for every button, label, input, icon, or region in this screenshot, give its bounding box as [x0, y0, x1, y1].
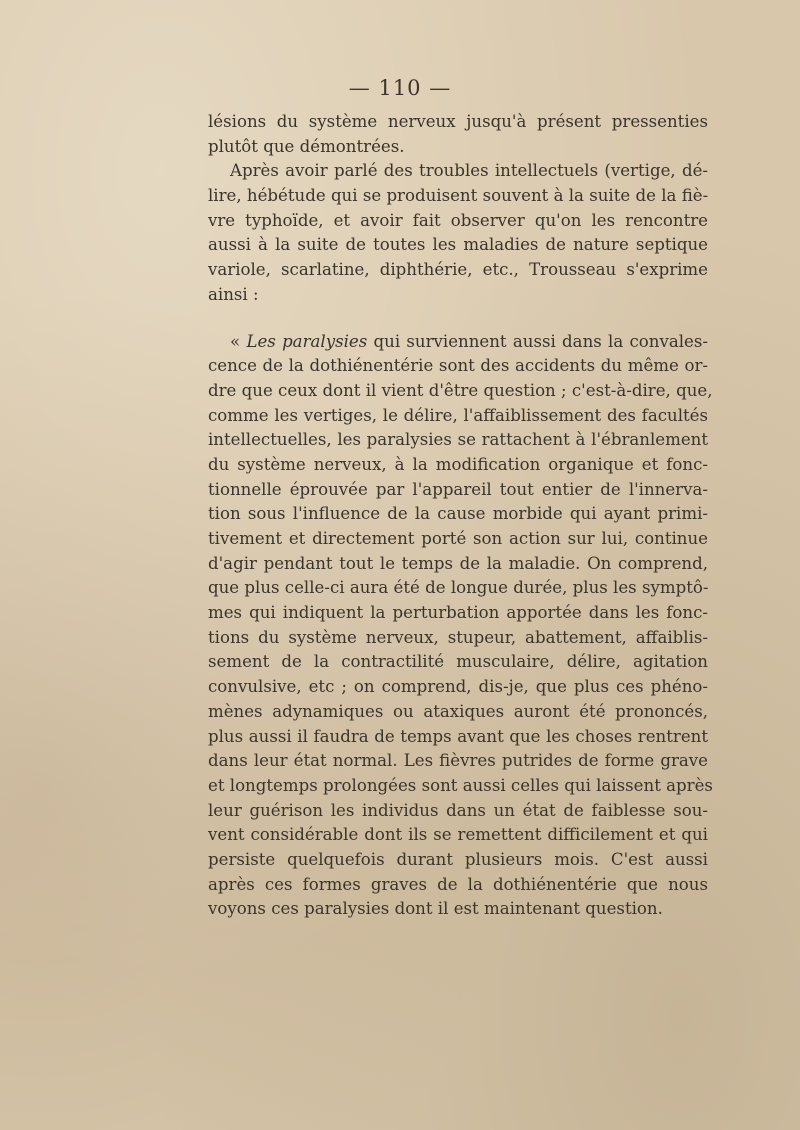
text-line: sement de la contractilité musculaire, délire, agitation [208, 652, 708, 672]
text-line: variole, scarlatine, diphthérie, etc., Trousseau s'exprime [208, 260, 708, 280]
text-line: intellectuelles, les paralysies se rattachent à l'ébranlement [208, 430, 708, 450]
text-line: mènes adynamiques ou ataxiques auront été prononcés, [208, 701, 708, 721]
text-line: Après avoir parlé des troubles intellectuels (vertige, dé- [230, 161, 708, 181]
text-line: convulsive, etc ; on comprend, dis-je, que plus ces phéno- [208, 677, 708, 697]
text-line: voyons ces paralysies dont il est maintenant question. [208, 899, 663, 919]
text-line: tionnelle éprouvée par l'appareil tout entier de l'innerva- [208, 479, 708, 499]
quote-first-line-rest: qui surviennent aussi dans la convales- [367, 331, 709, 351]
quote-open-mark: « [230, 331, 247, 351]
paragraph-gap [208, 308, 708, 330]
text-line: après ces formes graves de la dothiénentérie que nous [208, 874, 708, 894]
text-line: cence de la dothiénentérie sont des accidents du même or- [208, 356, 708, 376]
paragraph-2 [208, 159, 708, 307]
quote-first-line [208, 330, 708, 355]
quote-paragraph [208, 330, 713, 923]
text-line: mes qui indiquent la perturbation apportée dans les fonc- [208, 603, 708, 623]
text-line: tivement et directement porté son action sur lui, continue [208, 529, 708, 548]
text-line: et longtemps prolongées sont aussi celles qui laissent après [208, 775, 713, 795]
text-line: vent considérable dont ils se remettent difficilement et qui [208, 825, 708, 845]
body-text [208, 110, 713, 922]
text-line: plus aussi il faudra de temps avant que les choses rentrent [208, 726, 708, 746]
text-line: du système nerveux, à la modification organique et fonc- [208, 454, 708, 474]
paragraph-1 [208, 110, 708, 159]
text-line: dans leur état normal. Les fièvres putrides de forme grave [208, 751, 708, 771]
text-line: persiste quelquefois durant plusieurs mois. C'est aussi [208, 849, 708, 869]
text-line: tions du système nerveux, stupeur, abattement, affaiblis- [208, 627, 708, 647]
text-line: ainsi : [208, 284, 259, 304]
text-line: comme les vertiges, le délire, l'affaiblissement des facultés [208, 405, 708, 425]
text-line: lire, hébétude qui se produisent souvent à la suite de la fiè- [208, 186, 709, 206]
page-number: — 110 — [348, 76, 452, 100]
text-line: que plus celle-ci aura été de longue durée, plus les symptô- [208, 578, 709, 598]
text-line: plutôt que démontrées. [208, 136, 405, 156]
text-line: d'agir pendant tout le temps de la maladie. On comprend, [208, 553, 708, 573]
italic-term: Les paralysies [246, 331, 368, 351]
text-line: tion sous l'influence de la cause morbide qui ayant primi- [208, 504, 708, 524]
text-line: leur guérison les individus dans un état de faiblesse sou- [208, 800, 708, 820]
text-line: vre typhoïde, et avoir fait observer qu'on les rencontre [208, 210, 708, 230]
text-line: aussi à la suite de toutes les maladies de nature septique [208, 235, 708, 255]
text-line: lésions du système nerveux jusqu'à présent pressenties [208, 112, 708, 131]
text-line: dre que ceux dont il vient d'être question ; c'est-à-dire, que, [208, 380, 713, 400]
